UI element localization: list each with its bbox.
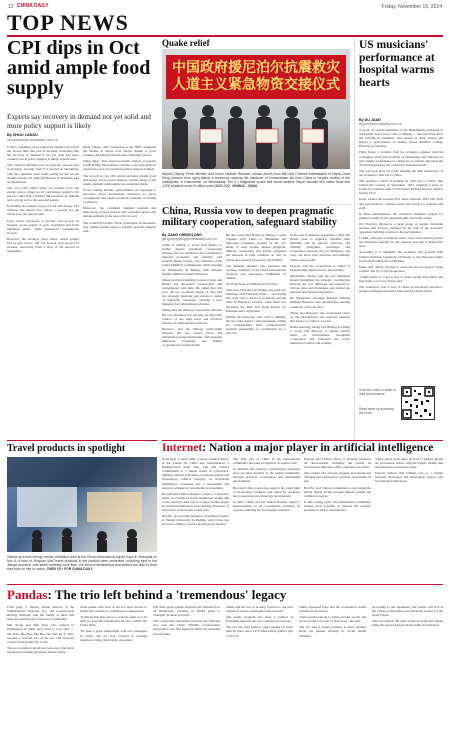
internet-paragraph: In 2023, China and the United Nations signed a memorandum on AI cooperation, focusing on capacity-building for developing countries. <box>233 499 300 513</box>
pandas-paragraph: According to the agreement, the pandas will live at the China Conservation and Research Center for the Giant Panda. <box>372 605 443 618</box>
musicians-paragraph: The orchestra, which is making its 13th trip to China, first visited the country in September 1973, marking a thaw in China-US relations after US President Richard Nixon's historic visit in 1972. <box>359 179 443 196</box>
lead-paragraph: The country's inflation rose 0.3 percent year-on-year in October, slowing from 0.4 percent in September, with the consumer price index easing for the second straight month, the National Bureau of Statistics said on Wednesday. <box>7 163 79 184</box>
headline-separator: : <box>202 442 209 454</box>
banner-line: 中国政府援尼泊尔抗震救灾 <box>172 60 340 76</box>
lead-paragraph: Moreover, the continued sluggish demand and destocking pressure indicate that consumer prices will remain subdued in the near term, he said. <box>83 206 156 219</box>
headline-separator: : <box>47 587 55 602</box>
russia-byline <box>162 233 222 242</box>
lead-paragraph: The core CPI, which strips out volatile food and energy prices, edged up 0.2 percentage points to 0.2 percent, reflecting a limited improvement in demand and a strong end to the seasonal pattern. <box>7 185 79 203</box>
internet-paragraph: Han Bo, an associate professor of political science at Peking University in Beijing, said China has shown its ability to lead in global AI governance. <box>162 514 229 527</box>
internet-paragraph: 'China offers fresh ideas on how to address global AI governance issues,' said the expert, adding that international cooperation is key. <box>375 457 443 470</box>
qr-note: Read more by scanning the code <box>359 407 394 416</box>
pandas-body-col-4 <box>226 605 293 743</box>
pandas-paragraph: The zoo said it would continue to share updates about the pandas through its social media channels. <box>299 625 366 638</box>
internet-headline-text: Nation a major player in artificial intelligence <box>208 442 434 454</box>
musicians-byline <box>359 118 443 127</box>
internet-paragraph: Experts believe that China's role as a bridge between developed and developing nations will become more important. <box>375 471 443 484</box>
internet-paragraph: The country also actively engages in international dialogue and exchanges to promote responsible AI use. <box>304 471 371 484</box>
musicians-paragraph: 'I think music is a good way to make people feel better and help them to recover,' Kates said. <box>359 274 443 283</box>
lead-email: zhoulanxu@chinadaily.com.cn <box>7 137 59 142</box>
musicians-paragraph: A group of veteran members of the Philadelphia Orchestra of the United States have come to Beijing — the first time since the COVID-19 pandemic, and several of them visited and played a performance at Peking Union Medical College Hospital on Tuesday. <box>359 128 443 149</box>
pandas-paragraph: The three giant pandas departed the National Zoo on Wednesday, traveling by FedEx plane to Chengdu, Sichuan province. <box>153 605 220 618</box>
pandas-paragraph: Since its launch, the giant panda program has helped bring the species back from the brink of extinction. <box>372 619 443 628</box>
lead-paragraph: China's consumer prices registered negative growth in the second time this year in October, indicating that the recovery in demand is not yet solid and more countercyclical policy support is likely, experts said. <box>7 145 79 162</box>
travel-rule <box>7 440 157 441</box>
russia-headline: China, Russia vow to deepen pragmatic military cooperation, safeguard stability <box>162 206 337 228</box>
ceremony-banner <box>166 55 346 99</box>
quake-relief-title: Quake relief <box>162 38 210 48</box>
qr-code[interactable] <box>401 386 435 420</box>
qr-code-icon <box>402 387 434 419</box>
pandas-paragraph: From page 1: Smarlo Smith, director of the Smithsonian's National Zoo and Conservation Biology Institute, said the family of three had been an essential part of the zoo's community. <box>7 605 74 622</box>
internet-body-col-4 <box>375 457 443 581</box>
lead-subhead: Experts say recovery in demand not yet solid and more policy support is likely <box>7 112 151 130</box>
russia-body-col-2 <box>226 233 286 437</box>
lead-headline: CPI dips in Oct amid ample food supply <box>7 37 151 99</box>
internet-headline <box>162 442 443 454</box>
caption-text: Nepal's Deputy Prime Minister and Home Minister Ramesh Lekhak (fourth from left) and Chinese Ambassador to Nepal Chen Song (second from right) attend a ceremony marking the handover of humanitarian aid from China to Nepal's victims of the earthquake, in Kathmandu, on Wednesday. The 5.7-magnitude quake that struck western Nepal includes 500 cotton tents and 4,000 blankets worth 5 million yuan ($686,000). <box>162 172 350 189</box>
divider <box>162 204 350 205</box>
lead-paragraph: The growth in core CPI, which excludes volatile food and energy prices and is deemed a better gauge of the supply-demand relationship, has remained stable. <box>83 173 156 186</box>
internet-paragraph: In addition, the country's technological advances have provided benefits to the global community through practical cooperation and sustainable development. <box>233 467 300 484</box>
lead-byline <box>7 133 157 142</box>
russia-email: jiangchenglong@chinadaily.com.cn <box>162 237 217 242</box>
musicians-paragraph: Kates visited the hospital five times between 2013 and 2019 and performed in common areas and wards for patients and staff. <box>359 197 443 210</box>
pandas-body-col-6 <box>372 605 443 743</box>
internet-body-col-3 <box>304 457 371 581</box>
lead-body-col-2 <box>83 145 156 437</box>
russia-paragraph: China is willing to work with Russia to further deepen pragmatic cooperation between the two militaries and contribute to regional prosperity and stability, said General Zhang Youxia, vice-chairman of the Central Military Commission, while meeting on Wednesday in Beijing with Russian Defense Minister Andrei Belousov. <box>162 243 222 276</box>
internet-paragraph: From page 1: Andy Shih, a senior research fellow at the Center for China and Globalization, a Beijing-based think tank, said that China's commitment to a shared future in cyberspace, aligning with the principles of national respect and sovereignty, reflects integrity in worldwide intelligence consensus and a responsible and inclusive attitude for sustainable development. <box>162 457 229 490</box>
russia-paragraph: Experts said the cooperation is aimed at safeguarding regional peace and stability. <box>290 263 350 272</box>
pandas-paragraph: The panda program has been a symbol of friendship between the two countries for decades. <box>226 615 293 624</box>
lead-paragraph: In the coming months, policymakers are expected to introduce more incremental measures to boost consumption and expand domestic demand, according to analysts. <box>83 187 156 205</box>
musicians-paragraph: The orchestra's visit is part of efforts to encourage people-to-people exchanges between China and the United States. <box>359 285 443 294</box>
musicians-paragraph: Li Min, a 60-year-old patient, said it was a nice surprise to hear the musicians playing for the patients and that it helped her relax. <box>359 236 443 249</box>
internet-paragraph: Han said China would also support the equal right of developing countries, and called for openness and cooperation in technology development. <box>233 485 300 498</box>
internet-paragraph: He said that China's pledge to foster a cooperative future in cyberspace holds significant weight due to the country's dual role as a major market player in artificial intelligence and a leading developer of innovative technologies in this area. <box>162 491 229 513</box>
column-divider <box>354 38 355 438</box>
musicians-paragraph: Philip Kates, a violinist from the orchestra, together with his colleagues, visited the hospital on Wednesday and Thursday to give charity performances to bring joy to patients and reach the children inspired by the orchestra's beautiful music. <box>359 150 443 167</box>
qr-caption: Scan the code to listen to their performance <box>359 388 397 397</box>
russia-paragraph: Zhang said the military cooperation between the two militaries has become an important symbol of the high level and practical features of China-Russia relations. <box>162 308 222 325</box>
internet-rule <box>162 440 443 441</box>
internet-body-col-2 <box>233 457 300 581</box>
musicians-paragraph: Kates said, 'Music belongs to everyone and we hope to bring comfort and joy to the people here.' <box>359 264 443 273</box>
russia-paragraph: The Russian minister also attended the opening ceremony of the China International Aviation and Aerospace Exhibition in Zhuhai. <box>226 263 286 280</box>
pandas-body-col-5 <box>299 605 366 743</box>
masthead-logo <box>17 3 49 9</box>
certificate-boards <box>200 129 324 143</box>
page-date: Friday, November 15, 2024 <box>381 4 442 10</box>
russia-author: By JIANG CHENGLONG <box>162 233 202 237</box>
lead-paragraph: Wang Qing, chief macroeconomic analyst at Golden Credit Rating International, said the core price index is expected to stay low and more policy support is likely. <box>83 159 156 172</box>
pandas-paragraph: 'It will be that they have to wait the same as I do until we have this information for sure,' Smith told China Daily. <box>80 615 147 628</box>
russia-paragraph: He also noted that Russia is willing to work together with China to implement the important consensus reached by the two heads of state, further deepen pragmatic military cooperation and jointly safeguard the interests of both countries as well as global and regional prosperity and stability. <box>226 233 286 262</box>
section-title: TOP NEWS <box>7 10 129 35</box>
russia-paragraph: In that meeting, Zhang said Beijing is willing to work with Moscow to handle various kinds of uncertainties, strengthen cooperation and safeguard the world multipolar balance and stability. <box>290 324 350 346</box>
musicians-headline: US musicians' performance at hospital warms hearts <box>359 39 435 89</box>
pandas-paragraph: The cooperation agreement between the National Zoo and the China Wildlife Conservation Association was first signed in 2000 and extended several times. <box>153 619 220 636</box>
pandas-headline-text: The trio left behind a 'tremendous' legacy <box>54 587 287 602</box>
russia-paragraph: Zhang and Belousov also exchanged views on the international and regional situation and issues of common concern. <box>290 310 350 323</box>
russia-body-col-1 <box>162 243 222 437</box>
lead-paragraph: However, the producer price index, which gauges factory-gate prices, fell 2.9 percent year-on-year in October, narrowing from a drop of 2.8 percent in September. <box>7 236 79 254</box>
musicians-author: By DU JUAN <box>359 118 381 122</box>
lead-paragraph: The Central Economic Work Conference in December may outline further steps to stabilize growth, analysts said. <box>83 220 156 233</box>
internet-paragraph: In the coming years, the international community should work together to harness the positive potential of AI for development. <box>304 499 371 513</box>
travel-caption-text: Visitors at a new-energy vehicle exhibition area at the China International Import Expo in Shanghai on Nov 8. A total of 'Wuyuan Visit' travel products in the pavilion were presented, including trips to the Jiangxi province, with some covering more than 100 tourism destinations and visitors are able to book their trips on site or online. <box>7 555 157 572</box>
lead-paragraph: Dong Lijuan, chief statistician at the NBS, attributed the decline to ample food supply thanks to good weather and falling international commodity prices. <box>83 145 156 158</box>
musicians-paragraph: In these performances, the orchestra's members played for patients waiting in the outpatient hall, and in the wards. <box>359 211 443 220</box>
pandas-body-col-3 <box>153 605 220 743</box>
travel-photo <box>7 457 157 552</box>
russia-paragraph: Meanwhile, Zhang said the two militaries should strengthen the strategic coordination between the two militaries and respond to various risks and challenges, and defend the international fairness and justice. <box>290 273 350 295</box>
pandas-paragraph: 'Giant pandas belong to China and the world, and we are proud to be part of their story,' she said. <box>299 615 366 624</box>
quake-relief-photo <box>162 49 350 169</box>
russia-paragraph: Zhang said the friendship between China and Russia has developed continuously and strengthened with time. He added that this year, the two countries' heads of state had two strategic meetings and reached a series of important consensus, charting a new blueprint for China-Russia relations. <box>162 277 222 307</box>
pandas-body-col-1 <box>7 605 74 743</box>
banner-line: 人道主义紧急物资交接仪式 <box>172 77 340 93</box>
internet-paragraph: Han Bo said China is committed to narrowing the global digital divide through mutual benefit and common progress. <box>304 485 371 498</box>
musicians-paragraph: The visit took place on a date marking the 50th anniversary of the orchestra's first trip to China. <box>359 168 443 177</box>
musicians-paragraph: According to a statement, the orchestra will perform with China's National Symphony Orchestra at the National Centre for the Performing Arts in Beijing. <box>359 250 443 263</box>
musicians-body <box>359 128 443 382</box>
travel-title: Travel products in spotlight <box>7 443 126 454</box>
pandas-paragraph: Smith expressed hope that the cooperation would continue in the future. <box>299 605 366 614</box>
russia-paragraph: During the three-day state visit to Beijing, the two sides signed a joint statement, calling for strengthening their comprehensive strategic partnership of coordination for a new era. <box>226 314 286 336</box>
lead-paragraph: Food prices decreased 6 percent year-on-year in October, as the supply of pork, vegetables and fruits remained ample while household consumption slowed. <box>7 218 79 235</box>
musicians-email: dujuan@chinadaily.com.cn <box>359 122 402 127</box>
russia-paragraph: On Wednesday morning, Russian Defense Minister Belousov also attended the opening ceremony of the air show. <box>290 296 350 309</box>
pandas-paragraph: Giant panda cubs born at the zoo have moved to China and continue to contribute to conservation. <box>80 605 147 614</box>
travel-caption <box>7 555 157 581</box>
pandas-body-col-2 <box>80 605 147 743</box>
quake-relief-caption <box>162 172 350 202</box>
internet-body-col-1 <box>162 457 229 581</box>
russia-paragraph: This year, President Xi Jinping has held two meetings with President Putin — one during Xi's state visit to Moscow in March, and the other in Beijing in October, when Putin was attending the Belt and Road Forum for International Cooperation. <box>226 288 286 313</box>
russia-paragraph: Belousov said the military relationship between the two armed forces has maintained strong momentum, with frequent high-level exchanges and fruitful cooperation in various fields. <box>162 326 222 348</box>
russia-paragraph: In the area of defense cooperation, China and Russia plan to regularly organize joint maritime and air patrols, exercises and training, strengthen exchanges and cooperation between the two militaries, and carry out more joint exercises and training, Senior experts said. <box>290 233 350 262</box>
internet-label: Internet <box>162 442 203 454</box>
pandas-paragraph: The zoo's panda program has been one of the most successful breeding programs outside China. <box>7 645 74 654</box>
pandas-paragraph: The zoo has been home to giant pandas for more than 50 years, since 1972 when China gifted a pair to the US. <box>226 625 293 638</box>
photo-credit: XINHUA - YUAN <box>232 184 257 189</box>
pandas-label: Pandas <box>7 587 48 602</box>
internet-paragraph: Experts said China's efforts to promote inclusive AI development, including the Global AI Governance Initiative, offer a reference for others. <box>304 457 371 470</box>
internet-paragraph: The dual role of China in the international community has been recognized, as experts said. <box>233 457 300 466</box>
lead-paragraph: Excluding the sample prices of food and energy, CPI inflation has stayed low, below 1 percent for the whole year, the bureau said. <box>7 204 79 217</box>
pandas-paragraph: Mei Xiang and Tian Tian, who arrived in Washington in 2000, gave birth to four cubs — Tai Shan, Bao Bao, Bei Bei and Xiao Qi Ji. They became a beloved part of the zoo and attracted visitors from around the world. <box>7 623 74 644</box>
russia-body-col-3 <box>290 233 350 437</box>
people-silhouettes <box>162 99 350 169</box>
musicians-paragraph: On Thursday afternoon, a large group of people, including patients and doctors, gathered in the hall of the hospital's outpatient building to listen to the performance. <box>359 221 443 235</box>
pandas-paragraph: 'It's been a great relationship with our colleagues in China, and we look forward to working together to bring them back,' she added. <box>80 629 147 642</box>
page-number: 12 <box>8 4 14 10</box>
pandas-headline <box>7 587 443 603</box>
expo-scene <box>7 457 157 552</box>
pandas-paragraph: Smith said the zoo is looking forward to the next chapter of panda conservation and research. <box>226 605 293 614</box>
russia-paragraph: Xu Pengcheng contributed to this story. <box>226 282 279 287</box>
travel-photo-credit: CHEN YU / FOR CHINA DAILY <box>46 567 93 572</box>
lead-author: By ZHOU LANXU <box>7 133 38 137</box>
pandas-rule <box>7 584 443 585</box>
masthead-label: CHINA DAILY <box>17 3 49 9</box>
lead-body-col-1 <box>7 145 79 437</box>
